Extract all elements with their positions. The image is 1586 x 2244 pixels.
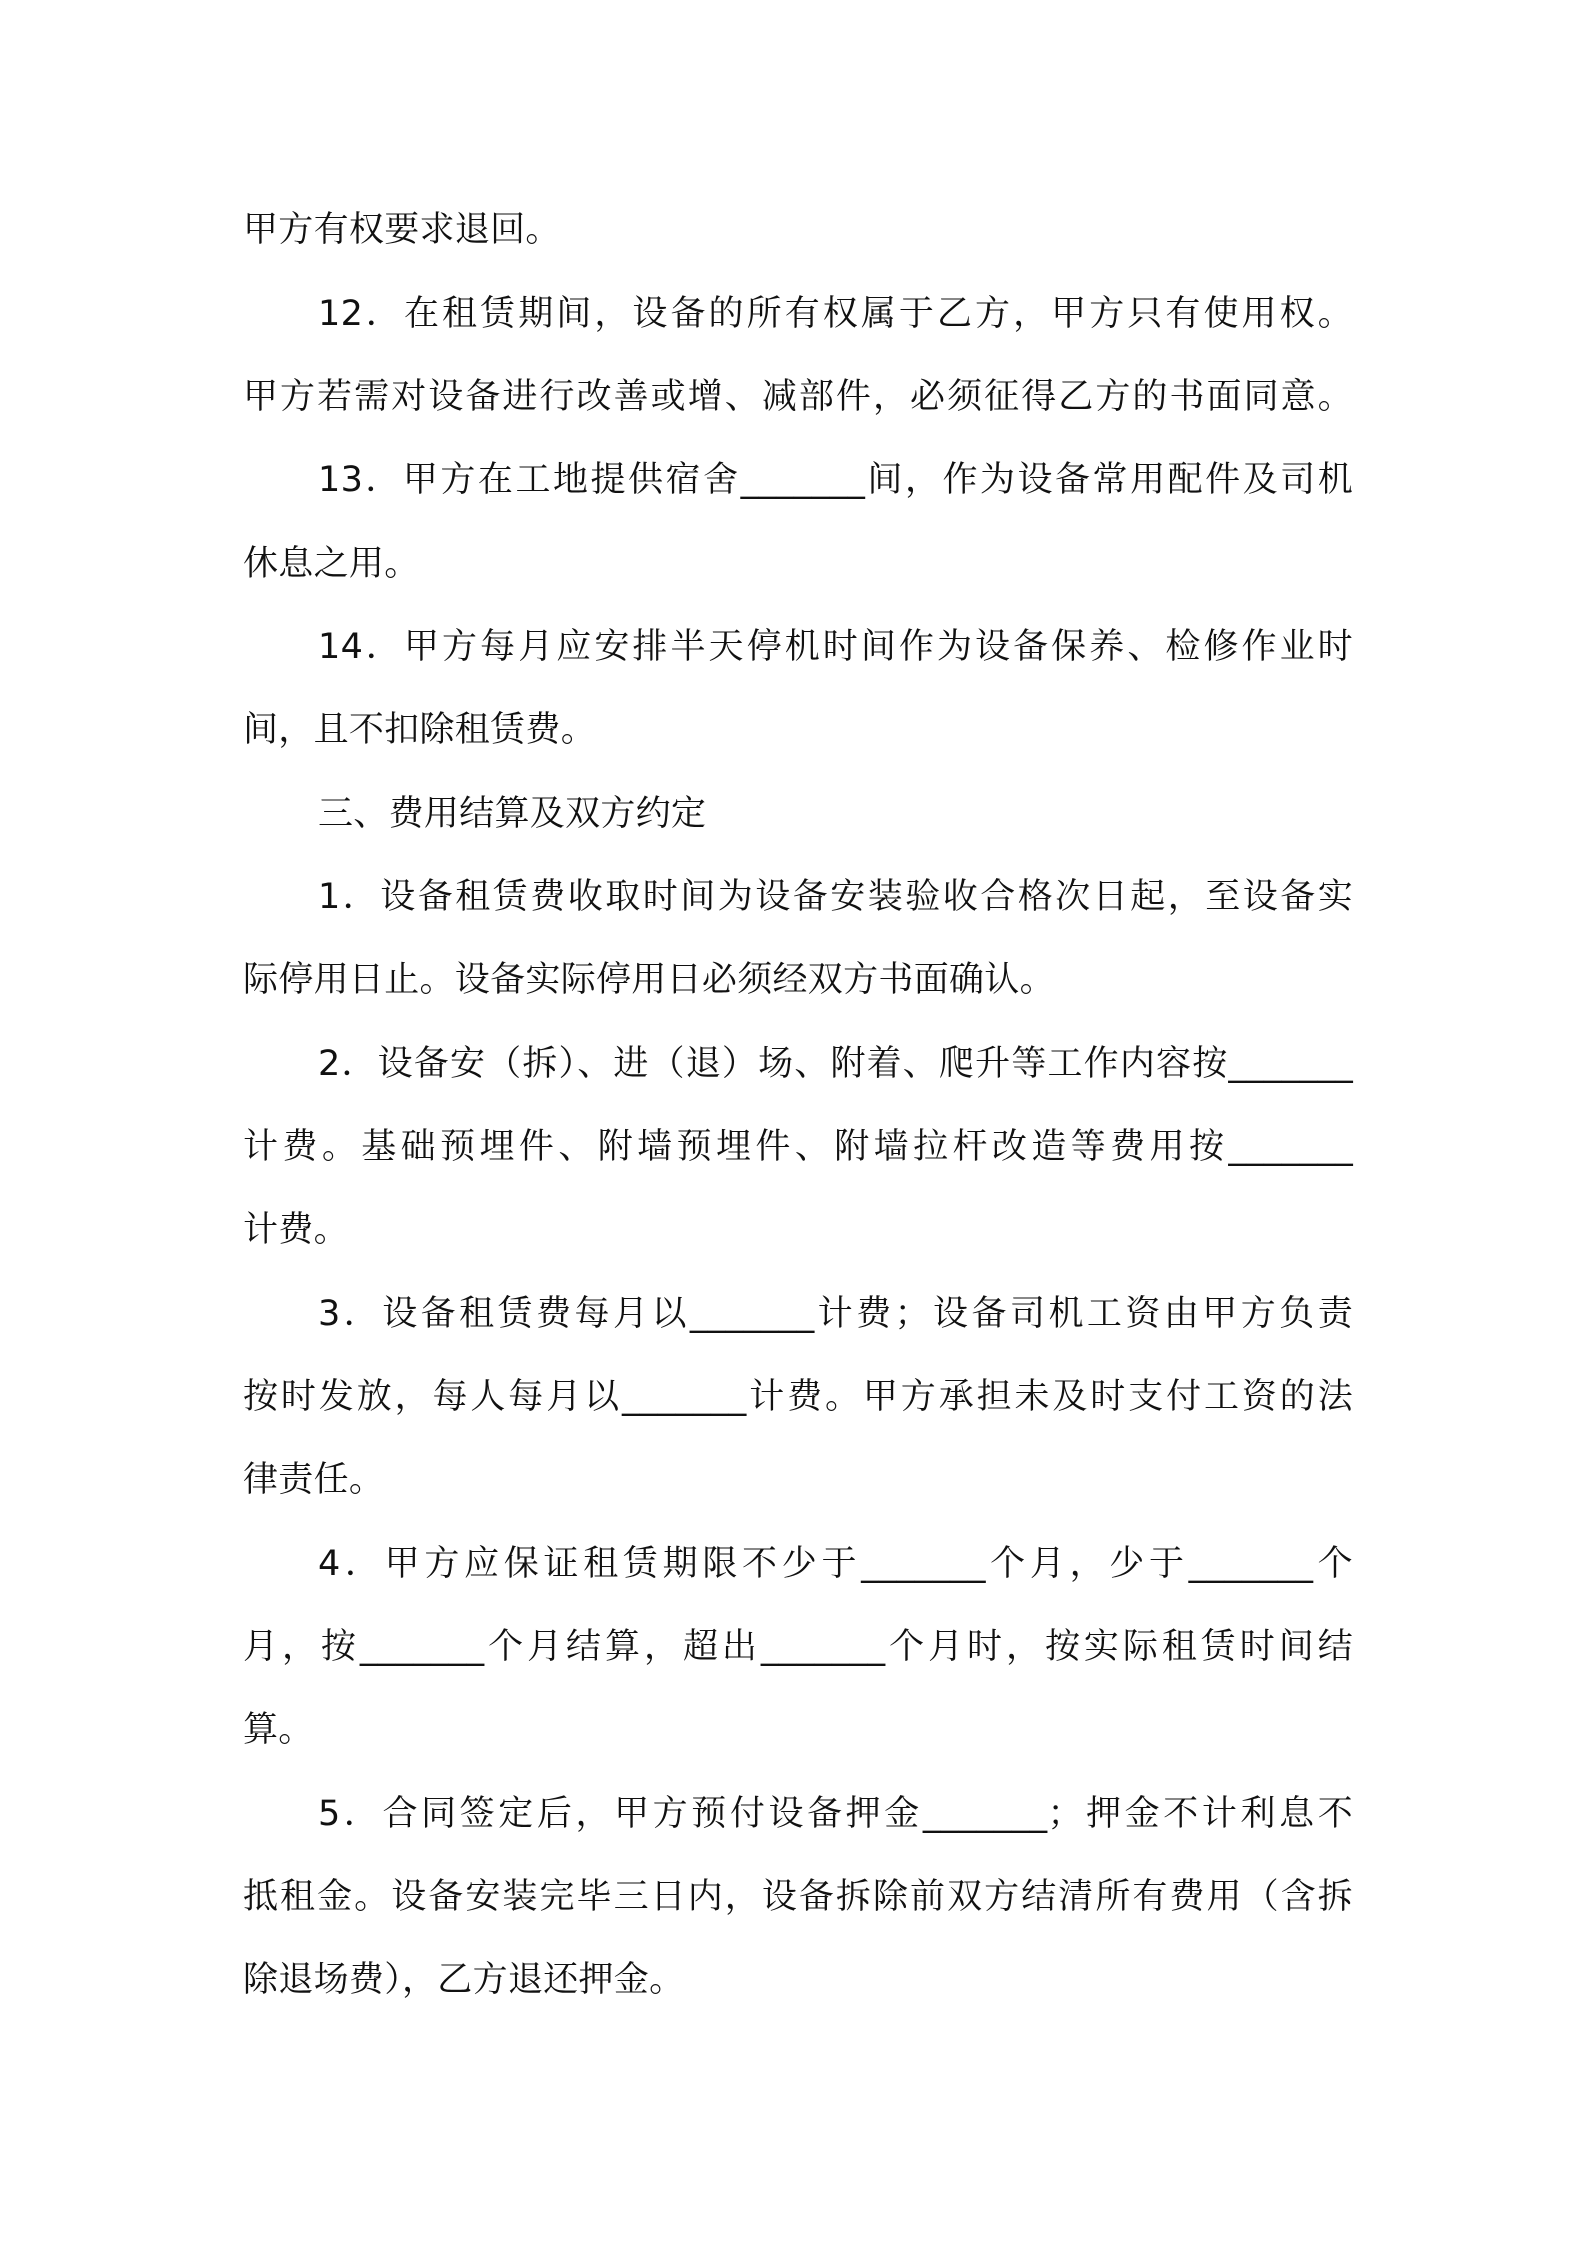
clause-13-line-1: 13．甲方在工地提供宿舍_______间，作为设备常用配件及司机: [318, 460, 1353, 500]
item-5-line-1: 5．合同签定后，甲方预付设备押金_______；押金不计利息不: [318, 1794, 1353, 1834]
clause-12-line-1: 12．在租赁期间，设备的所有权属于乙方，甲方只有使用权。: [318, 294, 1353, 334]
text-line-1: 甲方有权要求退回。: [243, 210, 561, 250]
section-heading: 三、费用结算及双方约定: [318, 794, 707, 834]
item-1-line-2: 际停用日止。设备实际停用日必须经双方书面确认。: [243, 960, 1055, 1000]
clause-14-line-2: 间，且不扣除租赁费。: [243, 710, 597, 750]
clause-13-line-2: 休息之用。: [243, 544, 420, 584]
item-3-line-2: 按时发放，每人每月以_______计费。甲方承担未及时支付工资的法: [243, 1377, 1353, 1417]
item-1-line-1: 1．设备租赁费收取时间为设备安装验收合格次日起，至设备实: [318, 877, 1353, 917]
item-5-line-3: 除退场费），乙方退还押金。: [243, 1960, 685, 2000]
item-2-line-2: 计费。基础预埋件、附墙预埋件、附墙拉杆改造等费用按_______: [243, 1127, 1353, 1167]
clause-14-line-1: 14．甲方每月应安排半天停机时间作为设备保养、检修作业时: [318, 627, 1353, 667]
item-5-line-2: 抵租金。设备安装完毕三日内，设备拆除前双方结清所有费用（含拆: [243, 1877, 1353, 1917]
item-4-line-3: 算。: [243, 1710, 314, 1750]
clause-12-line-2: 甲方若需对设备进行改善或增、减部件，必须征得乙方的书面同意。: [243, 377, 1353, 417]
item-4-line-2: 月，按_______个月结算，超出_______个月时，按实际租赁时间结: [243, 1627, 1353, 1667]
item-2-line-3: 计费。: [243, 1210, 349, 1250]
item-3-line-1: 3．设备租赁费每月以_______计费；设备司机工资由甲方负责: [318, 1294, 1353, 1334]
item-2-line-1: 2．设备安（拆）、进（退）场、附着、爬升等工作内容按_______: [318, 1044, 1353, 1084]
item-4-line-1: 4．甲方应保证租赁期限不少于_______个月，少于_______个: [318, 1544, 1353, 1584]
item-3-line-3: 律责任。: [243, 1460, 385, 1500]
